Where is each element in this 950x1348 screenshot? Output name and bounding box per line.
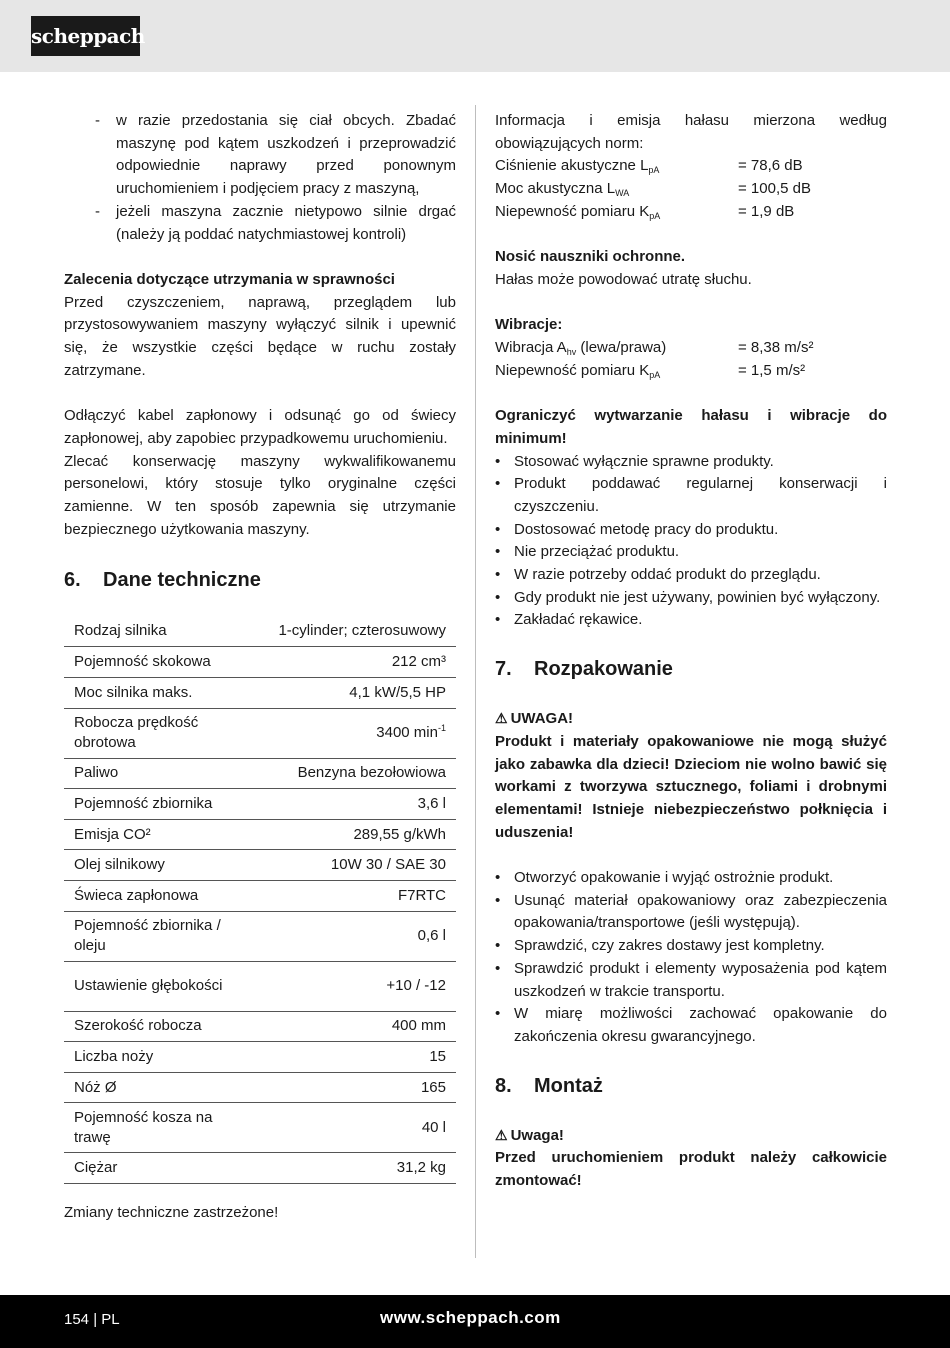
ear-protection-text: Hałas może powodować utratę słuchu. — [495, 270, 752, 288]
noise-label-subscript: pA — [648, 165, 660, 176]
list-item-text: W miarę możliwości zachować opakowanie do zakończenia okresu gwarancyjnego. — [514, 1005, 887, 1045]
noise-row — [495, 155, 887, 178]
spec-label: Nóż Ø — [64, 1072, 234, 1103]
spark-plug-text: Odłączyć kabel zapłonowy i odsunąć go od świecy zapłonowej, aby zapobiec przypadkowemu uruchomieniu. — [64, 407, 456, 447]
bullet-mark: • — [495, 891, 501, 909]
spec-value: 1-cylinder; czterosuwowy — [234, 616, 456, 647]
limit-heading: Ograniczyć wytwarzanie hałasu i wibracje do minimum! — [495, 407, 887, 447]
list-item-text: Zakładać rękawice. — [514, 611, 643, 629]
spec-row — [64, 647, 456, 678]
spec-row — [64, 819, 456, 850]
spec-value: Benzyna bezołowiowa — [234, 758, 456, 789]
warning-8-label: Uwaga! — [510, 1126, 564, 1144]
noise-row — [495, 201, 887, 224]
spec-row — [64, 1103, 456, 1153]
list-item — [495, 473, 887, 518]
list-item-text: Usunąć materiał opakowaniowy oraz zabezpieczenia opakowania/transportowe (jeśli występują). — [514, 891, 887, 932]
service-text: Zlecać konserwację maszyny wykwalifikowanemu personelowi, który stosuje tylko oryginalne części zamienne. W ten sposób zapewnia się utrzymanie bezpiecznego użytkowania maszyny. — [64, 452, 456, 538]
spec-value: 212 cm³ — [234, 647, 456, 678]
warning-icon: ⚠ — [495, 710, 508, 727]
dash-item-text: jeżeli maszyna zacznie nietypowo silnie drgać (należy ją poddać natychmiastowej kontroli) — [116, 202, 456, 243]
section-number: 6. — [64, 569, 81, 592]
bullet-mark: • — [495, 869, 501, 887]
spec-value: 4,1 kW/5,5 HP — [234, 678, 456, 709]
noise-values — [495, 155, 887, 223]
list-item — [495, 958, 887, 1003]
spec-value: 165 — [234, 1072, 456, 1103]
vibration-value: = 8,38 m/s² — [738, 339, 814, 356]
spec-row — [64, 708, 456, 758]
header-bar — [0, 0, 950, 72]
list-item — [495, 867, 887, 890]
spec-row — [64, 616, 456, 647]
list-item — [495, 890, 887, 935]
right-column — [495, 110, 887, 1193]
page-number: 154 | PL — [64, 1311, 120, 1328]
spec-label: Pojemność zbiornika / oleju — [64, 911, 234, 961]
section-7-heading — [495, 656, 887, 682]
noise-label: Niepewność pomiaru $K_{pA}$ — [495, 202, 661, 221]
spec-label: Szerokość robocza — [64, 1011, 234, 1042]
left-column — [64, 110, 456, 1225]
spec-value: 10W 30 / SAE 30 — [234, 850, 456, 881]
bullet-mark: • — [495, 452, 501, 470]
bullet-mark: • — [495, 1005, 501, 1023]
dash-item-text: w razie przedostania się ciał obcych. Zbadać maszynę pod kątem uszkodzeń i przeprowadzić odpowiednie naprawy przed ponownym uruchomieniem i podjęciem pracy z maszyną, — [116, 112, 456, 198]
vibration-heading: Wibracje: — [495, 316, 563, 334]
list-item-text: Otworzyć opakowanie i wyjąć ostrożnie produkt. — [514, 869, 834, 887]
spec-value: 289,55 g/kWh — [234, 819, 456, 850]
bullet-mark: • — [495, 611, 501, 629]
warning-8-label-row — [495, 1124, 887, 1148]
vibration-label-subscript: hv — [566, 347, 577, 357]
spec-unit-exponent: -1 — [437, 723, 446, 734]
bullet-mark: • — [495, 588, 501, 606]
spec-row — [64, 850, 456, 881]
noise-value: = 100,5 dB — [738, 180, 811, 198]
spec-label: Paliwo — [64, 758, 234, 789]
spec-label: Ciężar — [64, 1153, 234, 1184]
vibration-label: Wibracja $A_{hv}$ (lewa/prawa) — [495, 339, 667, 357]
limit-list — [495, 451, 887, 633]
column-divider — [475, 105, 476, 1258]
list-item-text: Sprawdzić, czy zakres dostawy jest kompletny. — [514, 937, 825, 955]
vibration-values — [495, 337, 887, 382]
list-item — [495, 564, 887, 587]
footer-bar — [0, 1295, 950, 1348]
bullet-mark: • — [495, 475, 501, 493]
list-item-text: W razie potrzeby oddać produkt do przeglądu. — [514, 566, 821, 584]
section-title: Montaż — [534, 1074, 603, 1097]
website-url: www.scheppach.com — [380, 1308, 561, 1327]
spec-label: Pojemność kosza na trawę — [64, 1103, 234, 1153]
spec-label: Liczba noży — [64, 1042, 234, 1073]
spec-row — [64, 1153, 456, 1184]
dash-item — [64, 201, 456, 246]
spec-value: 40 l — [234, 1103, 456, 1153]
spec-value: 400 mm — [234, 1011, 456, 1042]
list-item — [495, 1003, 887, 1048]
warning-icon: ⚠ — [495, 1126, 508, 1143]
bullet-mark: • — [495, 566, 501, 584]
noise-label-subscript: WA — [615, 188, 630, 199]
maintenance-heading: Zalecenia dotyczące utrzymania w sprawności — [64, 270, 395, 288]
bullet-mark: • — [495, 937, 501, 955]
spec-row — [64, 911, 456, 961]
ear-protection-heading: Nosić nauszniki ochronne. — [495, 248, 686, 266]
warning-8-text: Przed uruchomieniem produkt należy całkowicie zmontować! — [495, 1149, 887, 1190]
noise-intro: Informacja i emisja hałasu mierzona według obowiązujących norm: — [495, 112, 887, 152]
warning-7-label-row — [495, 707, 887, 731]
list-item-text: Produkt poddawać regularnej konserwacji i czyszczeniu. — [514, 475, 887, 515]
spec-label: Robocza prędkość obrotowa — [64, 708, 234, 758]
maintenance-text: Przed czyszczeniem, naprawą, przeglądem lub przystosowywaniem maszyny wyłączyć silnik i upewnić się, że wszystkie części będące w ruchu zostały zatrzymane. — [64, 293, 456, 379]
list-item-text: Dostosować metodę pracy do produktu. — [514, 520, 779, 538]
spec-row — [64, 789, 456, 820]
spec-row — [64, 1072, 456, 1103]
spec-value: +10 / -12 — [234, 961, 456, 1011]
spec-label: Świeca zapłonowa — [64, 880, 234, 911]
spec-table — [64, 616, 456, 1184]
noise-label: Ciśnienie akustyczne $L_{pA}$ — [495, 157, 660, 176]
list-item — [495, 609, 887, 632]
spec-label: Ustawienie głębokości — [64, 961, 234, 1011]
spec-label: Emisja CO² — [64, 819, 234, 850]
bullet-mark: • — [495, 520, 501, 538]
noise-value: = 78,6 dB — [738, 157, 803, 175]
list-item-text: Nie przeciążać produktu. — [514, 543, 680, 561]
spec-row — [64, 880, 456, 911]
vibration-row — [495, 360, 887, 383]
spec-label: Rodzaj silnika — [64, 616, 234, 647]
vibration-label: Niepewność pomiaru $K_{pA}$ — [495, 361, 661, 380]
section-8-heading — [495, 1073, 887, 1099]
vibration-row — [495, 337, 887, 360]
list-item — [495, 451, 887, 474]
list-item-text: Gdy produkt nie jest używany, powinien być wyłączony. — [514, 588, 881, 606]
vibration-value: = 1,5 m/s² — [738, 361, 806, 379]
unpack-list — [495, 867, 887, 1049]
spec-label: Pojemność zbiornika — [64, 789, 234, 820]
list-item — [495, 587, 887, 610]
spec-value: 3,6 l — [234, 789, 456, 820]
vibration-label-subscript: pA — [649, 369, 661, 380]
spec-label: Olej silnikowy — [64, 850, 234, 881]
bullet-mark: • — [495, 543, 501, 561]
spec-label: Moc silnika maks. — [64, 678, 234, 709]
spec-label: Pojemność skokowa — [64, 647, 234, 678]
dash-item — [64, 110, 456, 201]
noise-label-subscript: pA — [649, 210, 661, 221]
list-item — [495, 519, 887, 542]
spec-value: 15 — [234, 1042, 456, 1073]
dash-mark: - — [95, 202, 100, 220]
section-number: 7. — [495, 658, 512, 681]
spec-row — [64, 1042, 456, 1073]
spec-value: F7RTC — [234, 880, 456, 911]
list-item-text: Stosować wyłącznie sprawne produkty. — [514, 452, 774, 470]
spec-row — [64, 1011, 456, 1042]
section-title: Rozpakowanie — [534, 658, 673, 681]
technical-changes-note: Zmiany techniczne zastrzeżone! — [64, 1203, 279, 1221]
spec-value: 0,6 l — [234, 911, 456, 961]
noise-row — [495, 178, 887, 201]
list-item — [495, 935, 887, 958]
spec-row — [64, 758, 456, 789]
bullet-mark: • — [495, 959, 501, 977]
section-title: Dane techniczne — [103, 569, 261, 592]
list-item — [495, 541, 887, 564]
section-number: 8. — [495, 1074, 512, 1097]
dash-mark: - — [95, 112, 100, 129]
list-item-text: Sprawdzić produkt i elementy wyposażenia pod kątem uszkodzeń w trakcie transportu. — [514, 959, 887, 1000]
scheppach-logo: scheppach — [31, 16, 140, 56]
noise-value: = 1,9 dB — [738, 202, 795, 220]
spec-row — [64, 961, 456, 1011]
section-6-heading — [64, 567, 456, 593]
warning-7-label: UWAGA! — [510, 710, 574, 728]
spec-value: 3400 $\min^{-1}$ — [234, 708, 456, 758]
spec-value: 31,2 kg — [234, 1153, 456, 1184]
warning-7-text: Produkt i materiały opakowaniowe nie mogą służyć jako zabawka dla dzieci! Dzieciom nie wolno bawić się workami z tworzywa sztucznego, foliami i drobnymi elementami! Istnieje niebezpieczeństwo połknięcia i uduszenia! — [495, 732, 887, 841]
noise-label: Moc akustyczna $L_{WA}$ — [495, 180, 630, 199]
spec-row — [64, 678, 456, 709]
